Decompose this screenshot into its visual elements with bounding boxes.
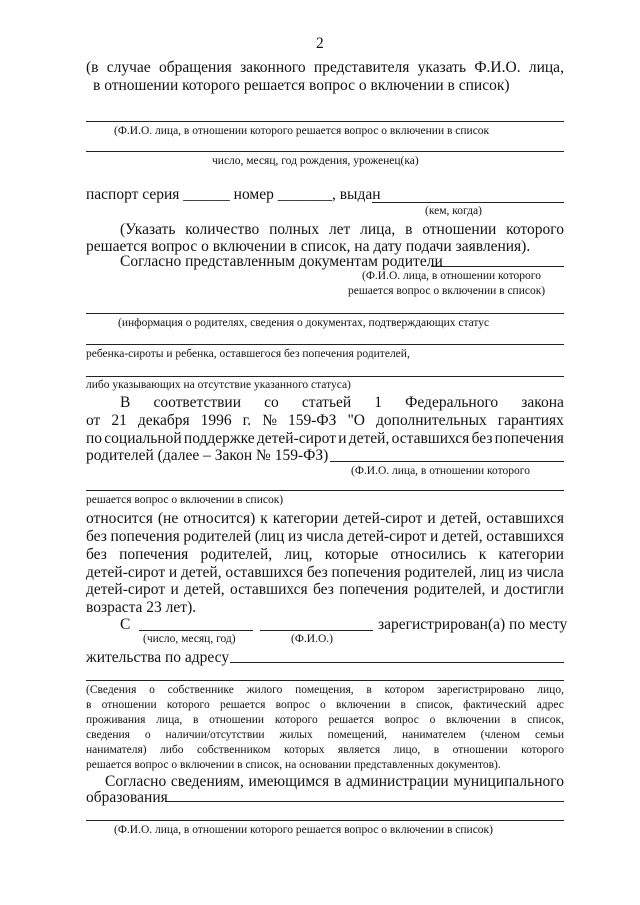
text-line-admin2: образования <box>86 789 168 806</box>
text-line-cat1: относится (не относится) к категории детей-сирот и детей, оставшихся <box>86 510 564 527</box>
blank-line <box>166 801 564 802</box>
text-line-parents: Согласно представленным документам родители <box>120 253 443 270</box>
blank-line <box>86 313 564 314</box>
blank-line <box>372 202 564 203</box>
text-line-own2: в отношении которого решается вопрос о включении в список, фактический адрес <box>86 699 564 711</box>
text-line-cap-fio2a: (Ф.И.О. лица, в отношении которого <box>362 270 541 282</box>
text-line-own6: решается вопрос о включении в список, на основании представленных документов). <box>86 759 501 771</box>
blank-line <box>86 151 564 152</box>
text-line-passport-series: паспорт серия ______ номер _______, выдан <box>86 186 381 203</box>
blank-line <box>86 490 564 491</box>
text-line-law1: В соответствии со статьей 1 Федерального закона <box>120 394 564 411</box>
text-line-info3: либо указывающих на отсутствие указанного статуса) <box>86 379 351 391</box>
text-line-own4: сведения о наличии/отсутствии жилых помещений, нанимателем (членом семьи <box>86 729 564 741</box>
text-line-cap-fio3b: решается вопрос о включении в список) <box>86 494 284 506</box>
page-number: 2 <box>316 35 324 52</box>
text-line-info1: (информация о родителях, сведения о документах, подтверждающих статус <box>118 317 490 329</box>
text-line-cap-fio1: (Ф.И.О. лица, в отношении которого решается вопрос о включении в список <box>114 125 490 137</box>
text-line-cat4: детей-сирот и детей, оставшихся без попечения родителей, лиц из числа <box>86 564 564 581</box>
blank-line <box>230 662 564 663</box>
blank-line <box>86 680 564 681</box>
blank-line <box>86 820 564 821</box>
text-line-rep2: в отношении которого решается вопрос о включении в список) <box>93 77 510 94</box>
blank-line <box>86 376 564 377</box>
text-line-rep1: (в случае обращения законного представителя указать Ф.И.О. лица, <box>86 59 564 76</box>
blank-line <box>431 266 564 267</box>
text-line-law3: по социальной поддержке детей-сирот и детей, оставшихся без попечения <box>86 430 564 447</box>
text-line-residence: жительства по адресу <box>86 649 230 666</box>
text-line-cap-birth: число, месяц, год рождения, уроженец(ка) <box>212 155 419 167</box>
blank-line <box>260 630 373 631</box>
text-line-cap-fio2b: решается вопрос о включении в список) <box>348 285 546 297</box>
text-line-cat3: без попечения родителей, лиц, которые относились к категории <box>86 546 564 563</box>
text-line-cap-fio4: (Ф.И.О.) <box>291 633 333 645</box>
text-line-age2: решается вопрос о включении в список, на дату подачи заявления). <box>86 238 531 255</box>
text-line-admin1: Согласно сведениям, имеющимся в администрации муниципального <box>105 773 564 790</box>
text-line-law2: от 21 декабря 1996 г. № 159-ФЗ "О дополнительных гарантиях <box>86 412 564 429</box>
blank-line <box>86 344 564 345</box>
text-line-registered: зарегистрирован(а) по месту <box>378 616 568 633</box>
blank-line <box>330 461 564 462</box>
text-line-cap-date: (число, месяц, год) <box>143 633 236 645</box>
blank-line <box>86 121 564 122</box>
text-line-info2: ребенка-сироты и ребенка, оставшегося без попечения родителей, <box>86 348 410 360</box>
text-line-law4: родителей (далее – Закон № 159-ФЗ) <box>86 447 329 464</box>
text-line-cap-issued: (кем, когда) <box>425 205 482 217</box>
text-line-since: С <box>120 616 131 633</box>
text-line-cap-fio5: (Ф.И.О. лица, в отношении которого решается вопрос о включении в список) <box>114 824 493 836</box>
text-line-own3: проживания лица, в отношении которого решается вопрос о включении в список, <box>86 714 564 726</box>
text-line-cat2: без попечения родителей (лиц из числа детей-сирот и детей, оставшихся <box>86 528 564 545</box>
text-line-cat6: возраста 23 лет). <box>86 599 197 616</box>
text-line-cat5: детей-сирот и детей, оставшихся без попечения родителей, и достигли <box>86 581 564 598</box>
text-line-own5: нанимателя) либо собственником которых является лицо, в отношении которого <box>86 744 564 756</box>
text-line-own1: (Сведения о собственнике жилого помещения, в котором зарегистрировано лицо, <box>86 684 564 696</box>
text-line-age1: (Указать количество полных лет лица, в отношении которого <box>120 221 564 238</box>
blank-line <box>139 630 253 631</box>
text-line-cap-fio3a: (Ф.И.О. лица, в отношении которого <box>351 465 530 477</box>
